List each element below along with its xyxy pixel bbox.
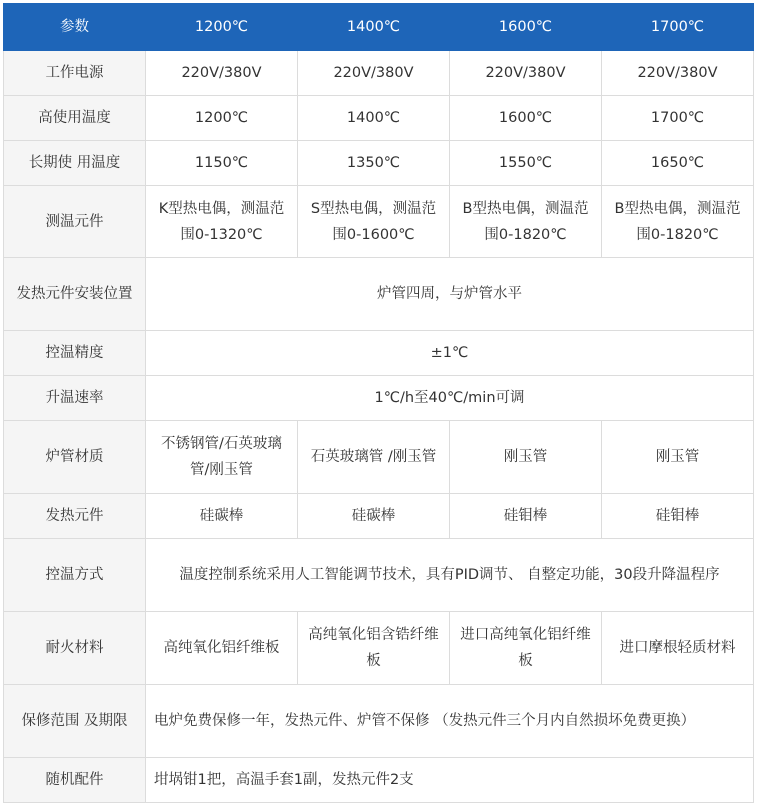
cell: 硅钼棒 [602,494,754,539]
row-label: 测温元件 [4,186,146,258]
header-row [4,4,754,51]
cell: 进口摩根轻质材料 [602,612,754,685]
cell: 1200℃ [146,96,298,141]
row-label: 高使用温度 [4,96,146,141]
cell: 1600℃ [450,96,602,141]
cell: 高纯氧化铝纤维板 [146,612,298,685]
cell: S型热电偶，测温范围0-1600℃ [298,186,450,258]
row-max-temp [4,96,754,141]
row-heater [4,494,754,539]
cell: ±1℃ [146,331,754,376]
row-control [4,539,754,612]
row-power [4,51,754,96]
cell: 1650℃ [602,141,754,186]
cell: 1700℃ [602,96,754,141]
cell: 1400℃ [298,96,450,141]
cell: 硅碳棒 [146,494,298,539]
row-heater-pos [4,258,754,331]
row-label: 炉管材质 [4,421,146,494]
row-label: 耐火材料 [4,612,146,685]
cell: 硅钼棒 [450,494,602,539]
cell: K型热电偶，测温范围0-1320℃ [146,186,298,258]
row-label: 随机配件 [4,758,146,803]
cell: 温度控制系统采用人工智能调节技术，具有PID调节、 自整定功能，30段升降温程序 [146,539,754,612]
cell: 1350℃ [298,141,450,186]
row-label: 发热元件安装位置 [4,258,146,331]
cell: 高纯氧化铝含锆纤维板 [298,612,450,685]
row-label: 工作电源 [4,51,146,96]
cell: B型热电偶，测温范围0-1820℃ [602,186,754,258]
row-label: 发热元件 [4,494,146,539]
cell: 220V/380V [450,51,602,96]
row-long-temp [4,141,754,186]
row-accessories [4,758,754,803]
cell: 石英玻璃管 /刚玉管 [298,421,450,494]
header-1600: 1600℃ [450,4,602,51]
cell: 1550℃ [450,141,602,186]
cell: 不锈钢管/石英玻璃管/刚玉管 [146,421,298,494]
cell: 220V/380V [146,51,298,96]
row-label: 控温方式 [4,539,146,612]
cell: 电炉免费保修一年，发热元件、炉管不保修 （发热元件三个月内自然损坏免费更换） [146,685,754,758]
cell: 220V/380V [602,51,754,96]
row-label: 长期使 用温度 [4,141,146,186]
row-tube [4,421,754,494]
row-precision [4,331,754,376]
row-thermo [4,186,754,258]
cell: 硅碳棒 [298,494,450,539]
row-label: 保修范围 及期限 [4,685,146,758]
spec-table [3,3,754,803]
row-label: 控温精度 [4,331,146,376]
cell: 1℃/h至40℃/min可调 [146,376,754,421]
header-1200: 1200℃ [146,4,298,51]
cell: 1150℃ [146,141,298,186]
row-rate [4,376,754,421]
row-warranty [4,685,754,758]
cell: 坩埚钳1把，高温手套1副，发热元件2支 [146,758,754,803]
header-param: 参数 [4,4,146,51]
header-1700: 1700℃ [602,4,754,51]
cell: 220V/380V [298,51,450,96]
cell: 炉管四周，与炉管水平 [146,258,754,331]
cell: 进口高纯氧化铝纤维板 [450,612,602,685]
cell: B型热电偶，测温范围0-1820℃ [450,186,602,258]
row-refractory [4,612,754,685]
cell: 刚玉管 [602,421,754,494]
cell: 刚玉管 [450,421,602,494]
row-label: 升温速率 [4,376,146,421]
header-1400: 1400℃ [298,4,450,51]
